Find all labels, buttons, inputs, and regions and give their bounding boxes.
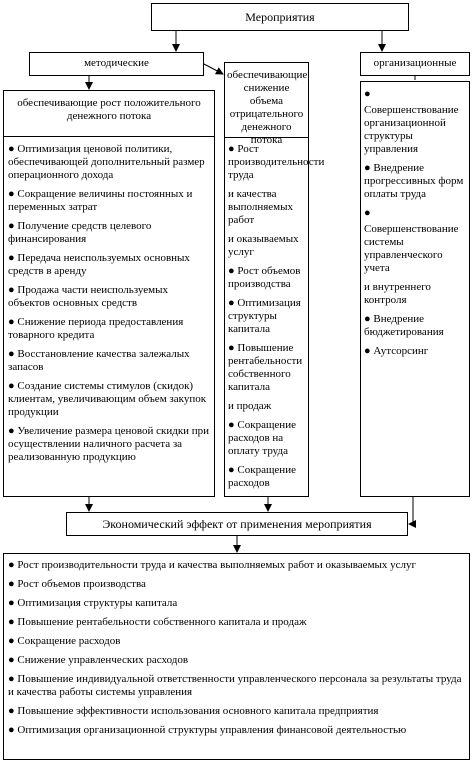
list-item: ● Рост объемов производства bbox=[228, 265, 301, 290]
list-item: ● Повышение индивидуальной ответственности управленческого персонала за результаты труда и качества работы системы управления bbox=[8, 673, 462, 698]
list-item: ● Внедрение бюджетирования bbox=[364, 313, 444, 338]
list-item: ● Оптимизация ценовой политики, обеспечивающей дополнительный размер операционного дохода bbox=[8, 143, 205, 181]
list-item: ● Внедрение прогрессивных форм оплаты труда bbox=[364, 162, 464, 200]
list-item: ● Сокращение расходов bbox=[8, 635, 121, 647]
list-item: и качества выполняемых работ bbox=[228, 188, 293, 226]
list-item: ● bbox=[364, 207, 371, 219]
list-item: ● Рост производительности труда и качества выполняемых работ и оказываемых услуг bbox=[8, 559, 417, 571]
organizational-label: организационные bbox=[373, 57, 457, 69]
list-item: ● Сокращение величины постоянных и переменных затрат bbox=[8, 188, 193, 213]
list-item: Совершенствование системы управленческого учета bbox=[364, 223, 459, 274]
list-item: и внутреннего контроля bbox=[364, 281, 431, 306]
list-item: ● Снижение периода предоставления товарного кредита bbox=[8, 316, 184, 341]
list-item: ● Создание системы стимулов (скидок) клиентам, увеличивающим объем закупок продукции bbox=[8, 380, 207, 418]
list-item: ● Снижение управленческих расходов bbox=[8, 654, 189, 666]
list-item: ● Сокращение расходов на оплату труда bbox=[228, 419, 296, 457]
methodical-label: методические bbox=[84, 57, 149, 69]
list-item: ● Передача неиспользуемых основных средств в аренду bbox=[8, 252, 190, 277]
arrow-to-negative-flow bbox=[204, 64, 223, 74]
list-item: ● Оптимизация структуры капитала bbox=[228, 297, 301, 335]
list-item: ● Рост производительности труда bbox=[228, 143, 325, 181]
list-item: ● Восстановление качества залежалых запасов bbox=[8, 348, 190, 373]
list-item: ● Повышение эффективности использования основного капитала предприятия bbox=[8, 705, 379, 717]
list-item: ● Аутсорсинг bbox=[364, 345, 429, 357]
list-item: ● Продажа части неиспользуемых объектов основных средств bbox=[8, 284, 168, 309]
list-item: ● bbox=[364, 88, 371, 100]
negative-flow-header: обеспечивающие снижение объема отрицательного денежного потока bbox=[227, 69, 308, 146]
list-item: и оказываемых услуг bbox=[228, 233, 299, 258]
list-item: Совершенствование организационной структуры управления bbox=[364, 104, 459, 155]
effect-title: Экономический эффект от применения мероприятия bbox=[102, 517, 372, 531]
measures-title: Мероприятия bbox=[245, 10, 315, 24]
list-item: и продаж bbox=[228, 400, 272, 412]
list-item: ● Рост объемов производства bbox=[8, 578, 146, 590]
list-item: ● Оптимизация структуры капитала bbox=[8, 597, 178, 609]
list-item: ● Получение средств целевого финансирования bbox=[8, 220, 152, 245]
list-item: ● Увеличение размера ценовой скидки при осуществлении наличного расчета за реализованную продукцию bbox=[8, 425, 210, 463]
list-item: ● Оптимизация организационной структуры управления финансовой деятельностью bbox=[8, 724, 407, 736]
list-item: ● Повышение рентабельности собственного капитала bbox=[228, 342, 303, 393]
list-item: ● Повышение рентабельности собственного капитала и продаж bbox=[8, 616, 307, 628]
positive-flow-header: обеспечивающие рост положительного денежного потока bbox=[17, 97, 201, 122]
list-item: ● Сокращение расходов bbox=[228, 464, 296, 489]
